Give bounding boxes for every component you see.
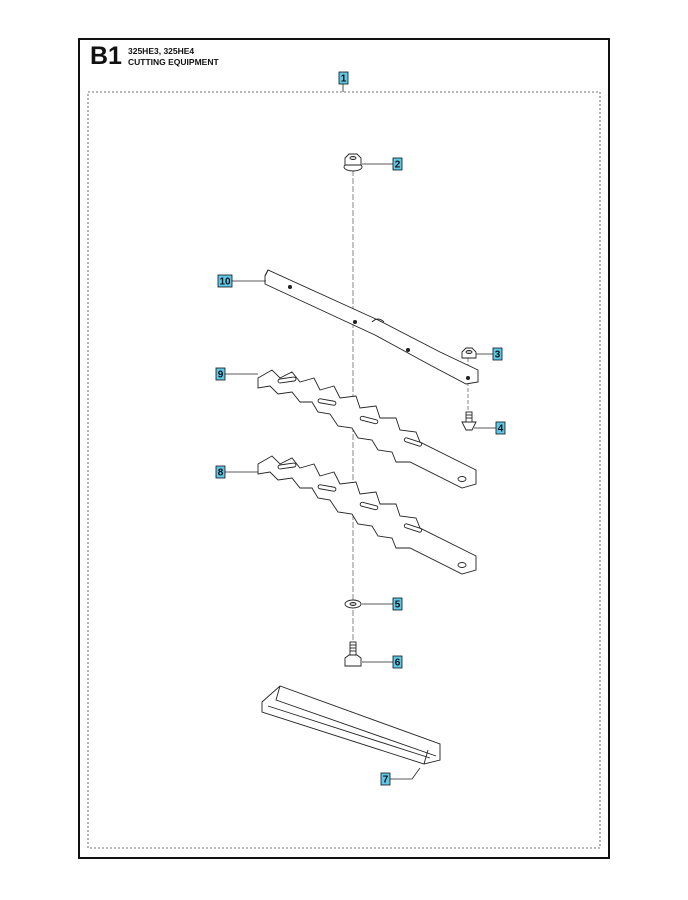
model-list: 325HE3, 325HE4 bbox=[128, 46, 195, 56]
callout-6 bbox=[393, 656, 402, 669]
callout-5-label: 5 bbox=[394, 599, 401, 611]
washer-part bbox=[345, 600, 361, 608]
callout-9-label: 9 bbox=[217, 369, 224, 381]
section-title: CUTTING EQUIPMENT bbox=[128, 57, 219, 67]
callout-10 bbox=[218, 275, 232, 288]
blade-guard-part bbox=[262, 686, 440, 764]
callout-7 bbox=[381, 773, 390, 786]
callout-4-label: 4 bbox=[497, 423, 504, 435]
flange-nut-part bbox=[344, 154, 362, 171]
callout-9 bbox=[216, 368, 225, 381]
callout-4 bbox=[496, 422, 505, 435]
callout-2-label: 2 bbox=[394, 159, 401, 171]
support-bar-part bbox=[265, 270, 478, 384]
callout-1-label: 1 bbox=[340, 73, 347, 85]
callout-3 bbox=[493, 348, 502, 361]
callout-10-label: 10 bbox=[219, 276, 231, 288]
callout-5 bbox=[393, 598, 402, 611]
callout-6-label: 6 bbox=[394, 657, 401, 669]
nut-part bbox=[462, 348, 476, 358]
screw-part bbox=[462, 412, 476, 430]
section-code: B1 bbox=[90, 42, 122, 70]
callout-7-label: 7 bbox=[382, 774, 389, 786]
bolt-part bbox=[345, 642, 361, 666]
callout-2 bbox=[393, 158, 402, 171]
callout-1 bbox=[339, 72, 348, 85]
callout-8-label: 8 bbox=[217, 467, 224, 479]
callout-8 bbox=[216, 466, 225, 479]
callout-3-label: 3 bbox=[494, 349, 501, 361]
